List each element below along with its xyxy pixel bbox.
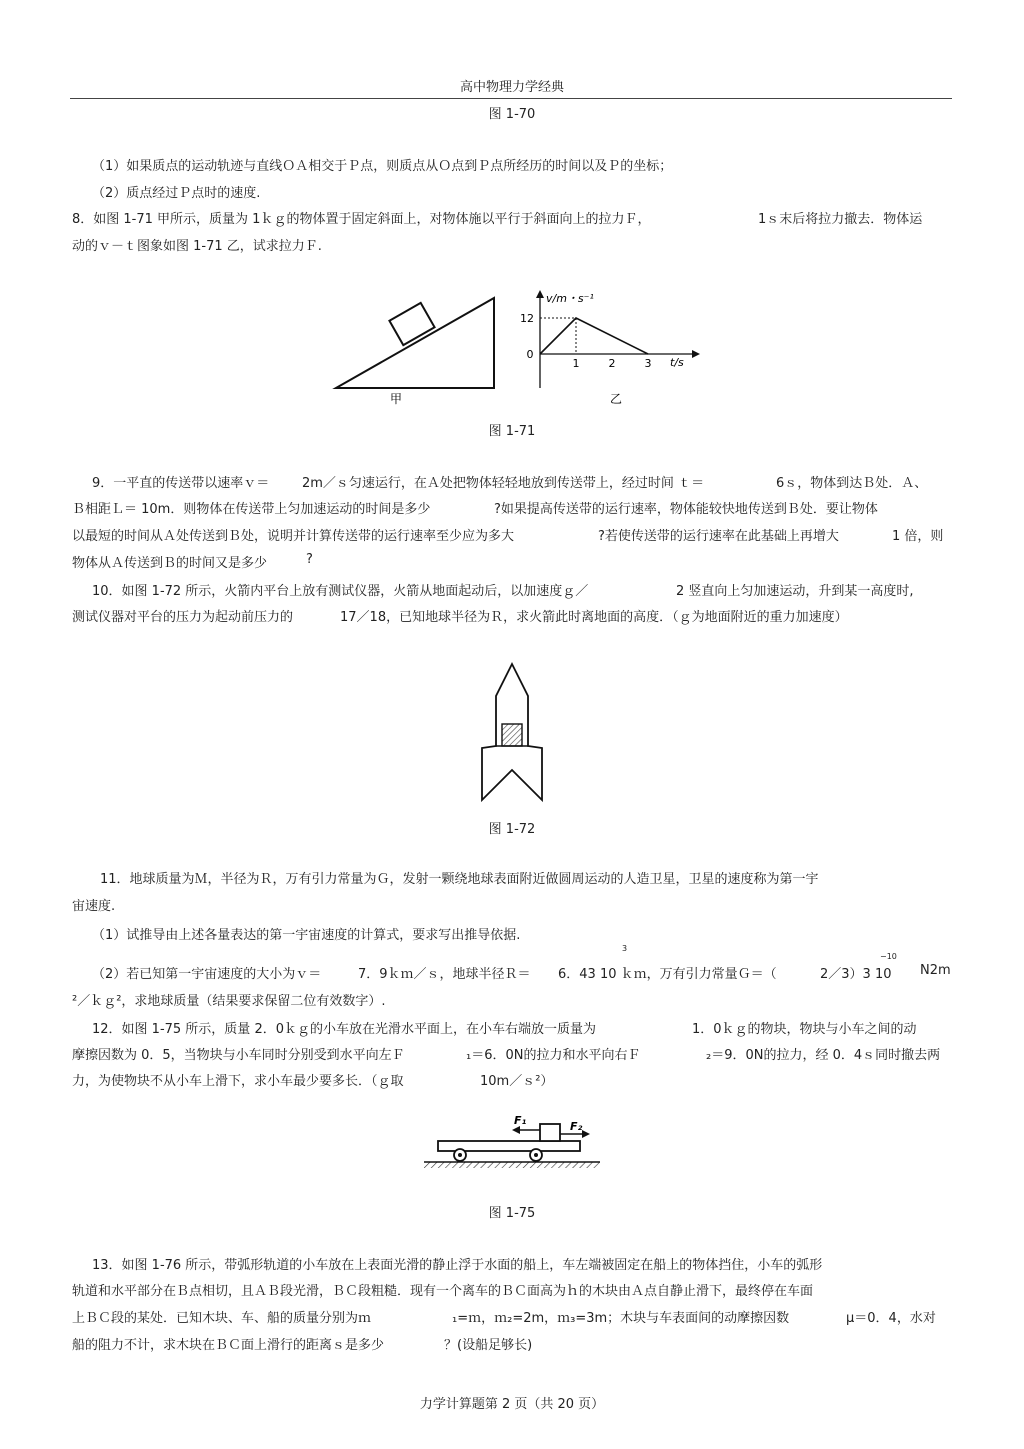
text-line: 6ｓ，物体到达Ｂ处．Ａ、 <box>776 476 928 491</box>
text-line: 10m／ｓ²） <box>480 1074 554 1089</box>
text-line: 12．如图 1-75 所示，质量 2．0ｋｇ的小车放在光滑水平面上，在小车右端放一质量为 <box>92 1022 596 1037</box>
text-line: 1．0ｋｇ的物块，物块与小车之间的动 <box>692 1022 917 1037</box>
header-title: 高中物理力学经典 <box>459 80 564 95</box>
text-line: 10．如图 1-72 所示，火箭内平台上放有测试仪器，火箭从地面起动后，以加速度ｇ／ <box>92 584 589 599</box>
caption-fig-1-71: 图 1-71 <box>488 424 536 439</box>
panel-b-label: 乙 <box>609 392 623 406</box>
text-line: 动的ｖ－ｔ图象如图 1-71 乙，试求拉力Ｆ. <box>72 239 322 254</box>
panel-a-label: 甲 <box>389 392 403 406</box>
superscript: −10 <box>880 952 897 961</box>
text-line: 以最短的时间从Ａ处传送到Ｂ处，说明并计算传送带的运行速率至少应为多大 <box>72 529 515 544</box>
header-rule <box>70 98 952 99</box>
caption-fig-1-72: 图 1-72 <box>488 822 536 837</box>
vt-graph <box>520 290 700 406</box>
text-line: Ｂ相距Ｌ＝ 10m．则物体在传送带上匀加速运动的时间是多少 <box>72 502 431 517</box>
text-line: ?若使传送带的运行速率在此基础上再增大 <box>598 529 839 544</box>
text-line: 上ＢＣ段的某处．已知木块、车、船的质量分别为ｍ <box>72 1311 372 1326</box>
text-line: 1 倍，则 <box>892 529 944 544</box>
figure-1-71 <box>320 282 710 412</box>
origin-label: 0 <box>526 348 534 361</box>
text-line: 2m／ｓ匀速运行，在Ａ处把物体轻轻地放到传送带上，经过时间 ｔ＝ <box>302 476 705 491</box>
force-f2-arrowhead <box>582 1130 590 1138</box>
text-line: 物体从Ａ传送到Ｂ的时间又是多少 <box>72 556 268 571</box>
text-line: （2）若已知第一宇宙速度的大小为ｖ＝ <box>92 967 322 982</box>
text-line: 11．地球质量为Ｍ，半径为Ｒ，万有引力常量为Ｇ，发射一颗绕地球表面附近做圆周运动的人造卫星，卫星的速度称为第一宇 <box>100 872 819 887</box>
text-line: 13．如图 1-76 所示，带弧形轨道的小车放在上表面光滑的静止浮于水面的船上，车左端被固定在船上的物体挡住，小车的弧形 <box>92 1258 823 1273</box>
test-instrument <box>502 724 522 746</box>
text-line: 8．如图 1-71 甲所示，质量为 1ｋｇ的物体置于固定斜面上，对物体施以平行于斜面向上的拉力Ｆ， <box>72 212 651 227</box>
block-on-cart <box>540 1124 560 1141</box>
text-line: （1）试推导由上述各量表达的第一宇宙速度的计算式，要求写出推导依据. <box>92 928 521 943</box>
text-line: 2／3）3 10 <box>820 967 892 982</box>
x-tick-label: 2 <box>608 357 616 370</box>
text-line: （1）如果质点的运动轨迹与直线ＯＡ相交于Ｐ点，则质点从Ｏ点到Ｐ点所经历的时间以及Ｐ的坐标； <box>92 159 673 174</box>
text-line: ? <box>306 552 313 567</box>
x-tick-label: 1 <box>572 357 580 370</box>
block-on-incline <box>389 303 434 345</box>
text-line: 9．一平直的传送带以速率ｖ＝ <box>92 476 270 491</box>
text-line: 1ｓ末后将拉力撤去．物体运 <box>758 212 923 227</box>
text-line: ₁＝6．0N的拉力和水平向右Ｆ <box>466 1048 641 1063</box>
text-line: 17／18，已知地球半径为Ｒ，求火箭此时离地面的高度．（ｇ为地面附近的重力加速度） <box>340 610 848 625</box>
text-line: ₂＝9．0N的拉力，经 0．4ｓ同时撤去两 <box>706 1048 941 1063</box>
incline-diagram <box>336 298 494 406</box>
force-f1-arrowhead <box>512 1126 520 1134</box>
text-line: 7．9ｋｍ／ｓ，地球半径Ｒ＝ <box>358 967 531 982</box>
text-line: 船的阻力不计，求木块在ＢＣ面上滑行的距离ｓ是多少 <box>72 1338 385 1353</box>
text-line: 6．43 10 ｋｍ，万有引力常量Ｇ＝（ <box>558 967 777 982</box>
caption-fig-1-75: 图 1-75 <box>488 1206 536 1221</box>
page-footer: 力学计算题第 2 页（共 20 页） <box>419 1397 605 1412</box>
text-line: （2）质点经过Ｐ点时的速度. <box>92 186 261 201</box>
cart-wheel-hub <box>534 1153 538 1157</box>
figure-1-75-cart <box>420 1108 604 1172</box>
text-line: 宙速度. <box>72 899 116 914</box>
text-line: N2m <box>920 963 951 978</box>
superscript: 3 <box>622 944 628 953</box>
force-f2-label: F₂ <box>570 1120 583 1133</box>
figure-1-72-rocket <box>470 660 554 804</box>
text-line: 轨道和水平部分在Ｂ点相切，且ＡＢ段光滑，ＢＣ段粗糙．现有一个离车的ＢＣ面高为ｈ的木块由Ａ点自静止滑下，最终停在车面 <box>72 1284 814 1299</box>
text-line: ?如果提高传送带的运行速率，物体能较快地传送到Ｂ处．要让物体 <box>494 502 878 517</box>
text-line: ²／ｋｇ²，求地球质量（结果要求保留二位有效数字）. <box>72 994 386 1009</box>
caption-fig-1-70: 图 1-70 <box>488 107 536 122</box>
ground-hatch <box>424 1162 600 1168</box>
text-line: 力，为使物块不从小车上滑下，求小车最少要多长．（ｇ取 <box>72 1074 404 1089</box>
x-axis-arrow <box>692 350 700 358</box>
text-line: ？(设船足够长) <box>444 1338 533 1353</box>
x-axis-label: t/s <box>670 356 684 369</box>
text-line: 测试仪器对平台的压力为起动前压力的 <box>72 610 294 625</box>
velocity-line <box>540 318 648 354</box>
force-f1-label: F₁ <box>514 1114 527 1127</box>
cart-wheel-hub <box>458 1153 462 1157</box>
text-line: μ＝0．4，水对 <box>846 1311 936 1326</box>
y-tick-label: 12 <box>520 312 534 325</box>
y-axis-label: v/m・s⁻¹ <box>546 292 594 305</box>
y-axis-arrow <box>536 290 544 298</box>
text-line: 摩擦因数为 0．5，当物块与小车同时分别受到水平向左Ｆ <box>72 1048 405 1063</box>
text-line: ₁=ｍ，ｍ₂=2m，ｍ₃=3m；木块与车表面间的动摩擦因数 <box>452 1311 790 1326</box>
x-tick-label: 3 <box>644 357 652 370</box>
text-line: 2 竖直向上匀加速运动，升到某一高度时, <box>676 584 914 599</box>
